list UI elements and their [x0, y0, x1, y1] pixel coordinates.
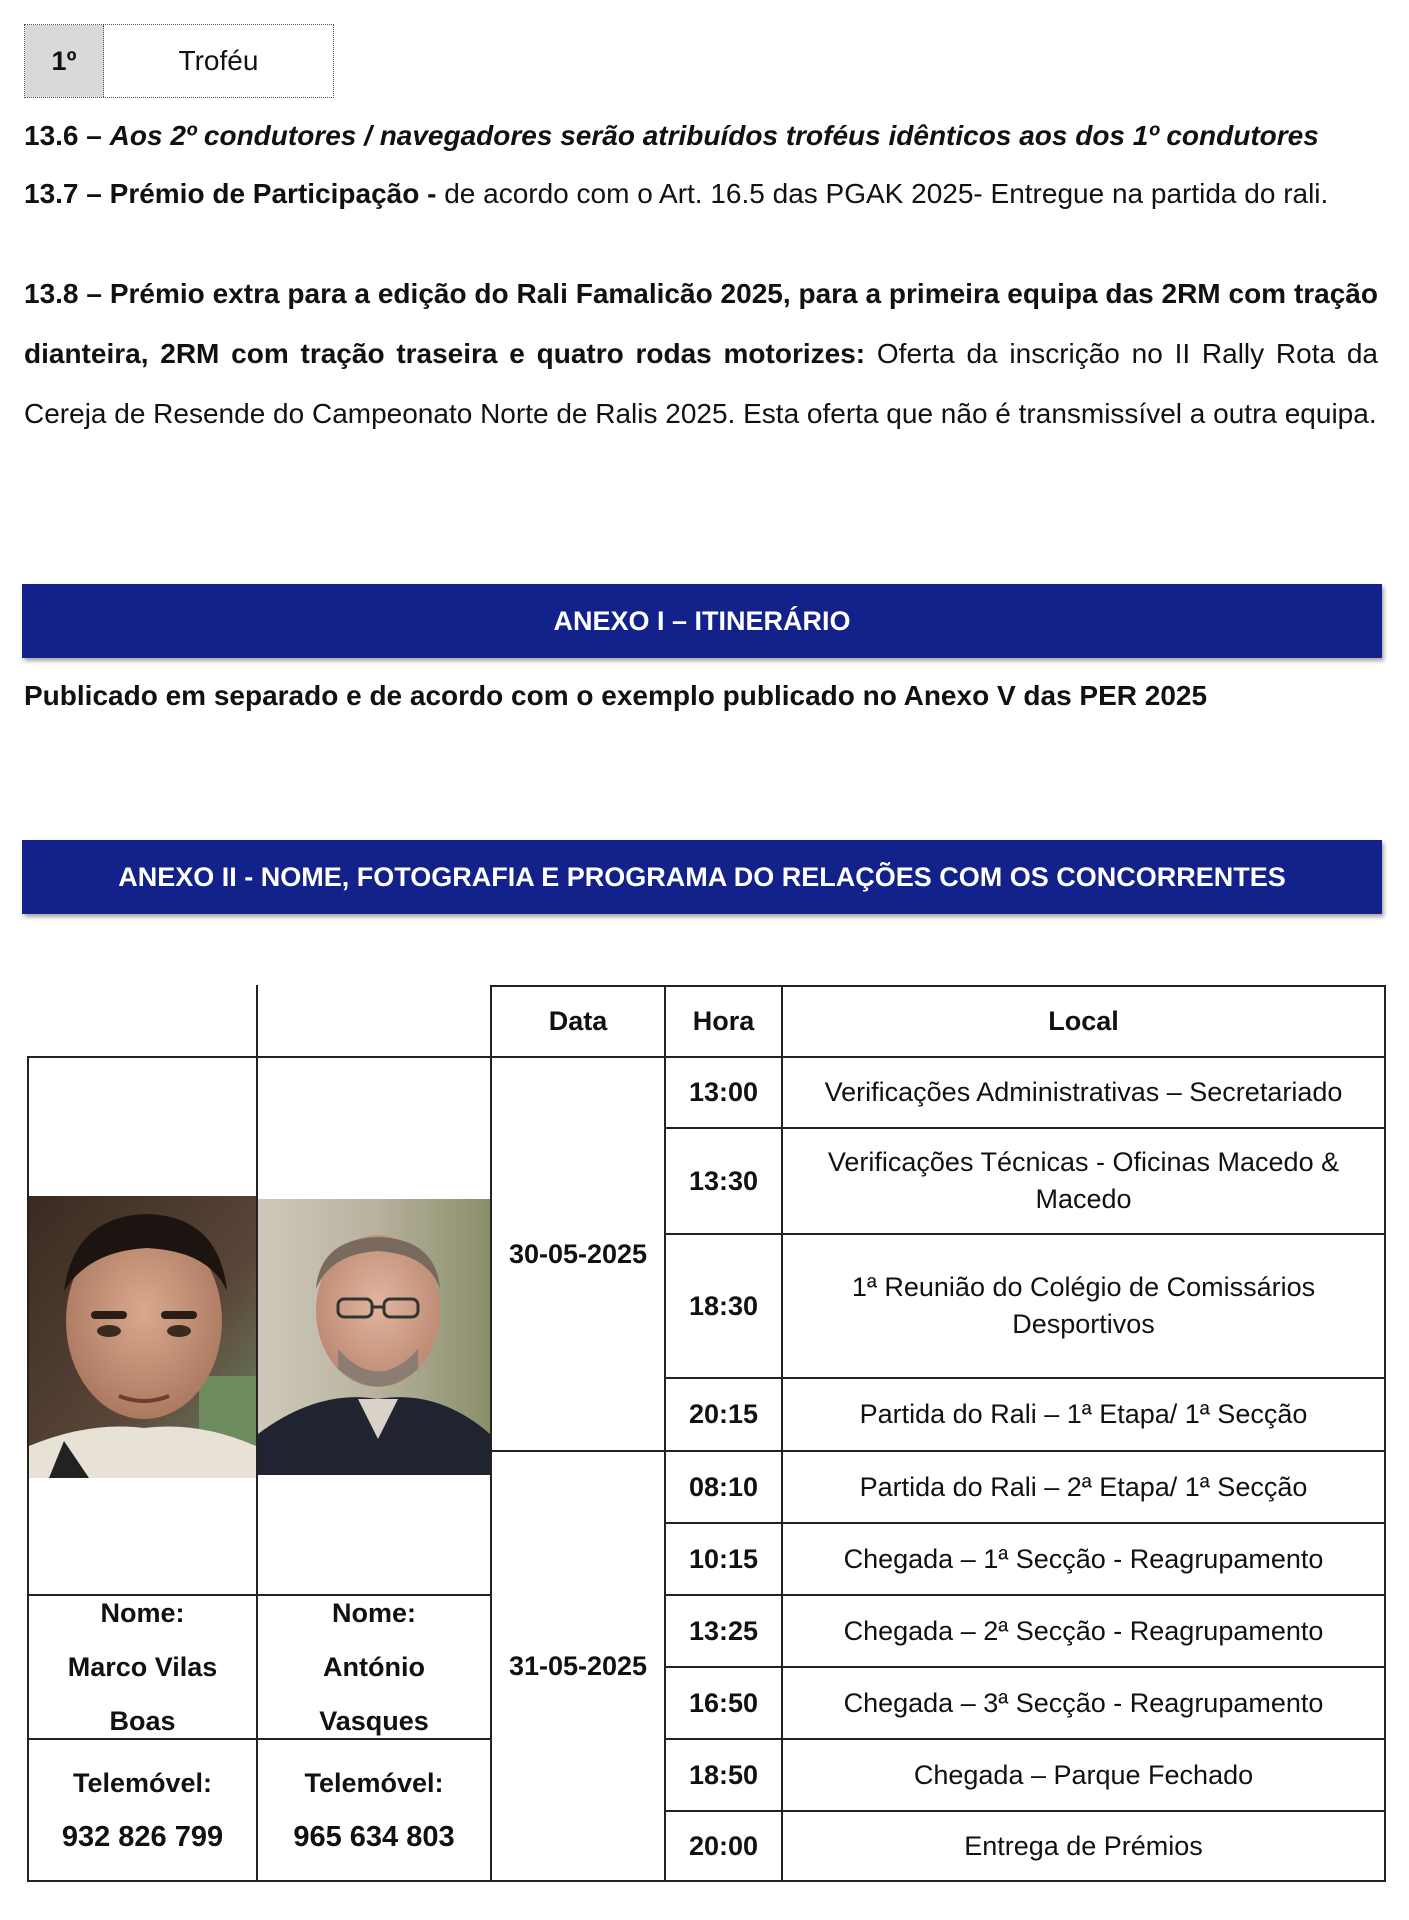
row-place: Chegada – 2ª Secção - Reagrupamento — [843, 1615, 1324, 1646]
officer-2-phone[interactable]: 965 634 803 — [293, 1821, 455, 1853]
row-place: 1ª Reunião do Colégio de Comissários Desportivos — [851, 1272, 1316, 1339]
section-13-8 — [24, 264, 1378, 444]
row-time: 18:50 — [688, 1759, 759, 1790]
section-13-7 — [24, 174, 1378, 214]
section-13-8-number: 13.8 – — [24, 278, 102, 309]
trophy-table — [24, 24, 334, 98]
annex-1-text: Publicado em separado e de acordo com o exemplo publicado no Anexo V das PER 2025 — [24, 680, 1208, 711]
portrait-photo-icon — [258, 1199, 490, 1475]
row-place: Partida do Rali – 1ª Etapa/ 1ª Secção — [859, 1399, 1308, 1429]
officer-1-phone-label: Telemóvel: — [72, 1768, 213, 1798]
section-13-7-text: de acordo com o Art. 16.5 das PGAK 2025- Entregue na partida do rali. — [444, 178, 1329, 209]
officer-1-name-label: Nome: — [100, 1598, 185, 1628]
row-place: Chegada – 3ª Secção - Reagrupamento — [843, 1687, 1324, 1718]
section-13-8-text: Oferta da inscrição no II Rally Rota da Cereja de Resende do Campeonato Norte de Ralis 2025. Esta oferta que não é transmissível a outra equipa. — [24, 338, 1378, 429]
date-day-1: 30-05-2025 — [508, 1238, 648, 1269]
row-time: 20:15 — [688, 1399, 759, 1429]
row-time: 20:00 — [688, 1830, 759, 1861]
section-13-8-title: Prémio extra para a edição do Rali Famalicão 2025, para a primeira equipa das 2RM com tração dianteira, 2RM com tração traseira e quatro rodas motorizes: — [24, 278, 1378, 369]
section-13-6-text: Aos 2º condutores / navegadores serão atribuídos troféus idênticos aos dos 1º condutores — [109, 120, 1319, 151]
officer-2-phone-cell — [258, 1740, 490, 1880]
section-13-6-number: 13.6 – — [24, 120, 102, 151]
photo-antonio-vasques — [258, 1199, 490, 1475]
row-place: Chegada – 1ª Secção - Reagrupamento — [843, 1543, 1324, 1574]
date-day-2: 31-05-2025 — [508, 1650, 648, 1681]
row-place: Verificações Administrativas – Secretariado — [824, 1077, 1343, 1107]
row-place: Entrega de Prémios — [964, 1830, 1203, 1861]
portrait-photo-icon — [29, 1196, 256, 1478]
annex-2-banner — [22, 840, 1382, 914]
officer-1-name-cell — [29, 1596, 256, 1738]
row-place: Verificações Técnicas - Oficinas Macedo & Macedo — [827, 1147, 1340, 1214]
officer-1-phone-cell — [29, 1740, 256, 1880]
row-place: Chegada – Parque Fechado — [913, 1759, 1254, 1790]
row-time: 13:30 — [688, 1165, 759, 1196]
officer-1-phone[interactable]: 932 826 799 — [61, 1821, 224, 1853]
row-time: 08:10 — [688, 1471, 759, 1502]
row-place: Partida do Rali – 2ª Etapa/ 1ª Secção — [859, 1471, 1308, 1502]
officer-2-name-label: Nome: — [331, 1598, 416, 1628]
row-time: 16:50 — [688, 1687, 759, 1718]
officer-1-name: Marco Vilas Boas — [67, 1652, 218, 1736]
officer-2-name-cell — [258, 1596, 490, 1738]
header-place: Local — [1048, 1006, 1119, 1036]
annex-1-title: ANEXO I – ITINERÁRIO — [553, 605, 851, 636]
row-time: 18:30 — [688, 1290, 759, 1321]
section-13-7-title: Prémio de Participação - — [109, 178, 437, 209]
trophy-position: 1º — [25, 25, 104, 97]
trophy-label: Troféu — [178, 45, 259, 76]
officer-2-name: António Vasques — [319, 1652, 429, 1736]
section-13-6 — [24, 116, 1378, 156]
annex-1-banner — [22, 584, 1382, 658]
row-time: 10:15 — [688, 1543, 759, 1574]
row-time: 13:00 — [688, 1077, 759, 1107]
header-date: Data — [548, 1006, 608, 1036]
header-time: Hora — [692, 1006, 755, 1036]
row-time: 13:25 — [688, 1615, 759, 1646]
officer-2-phone-label: Telemóvel: — [304, 1768, 444, 1798]
section-13-7-number: 13.7 – — [24, 178, 102, 209]
annex-2-title: ANEXO II - NOME, FOTOGRAFIA E PROGRAMA DO RELAÇÕES COM OS CONCORRENTES — [118, 861, 1286, 892]
photo-marco-vilas-boas — [29, 1196, 256, 1478]
